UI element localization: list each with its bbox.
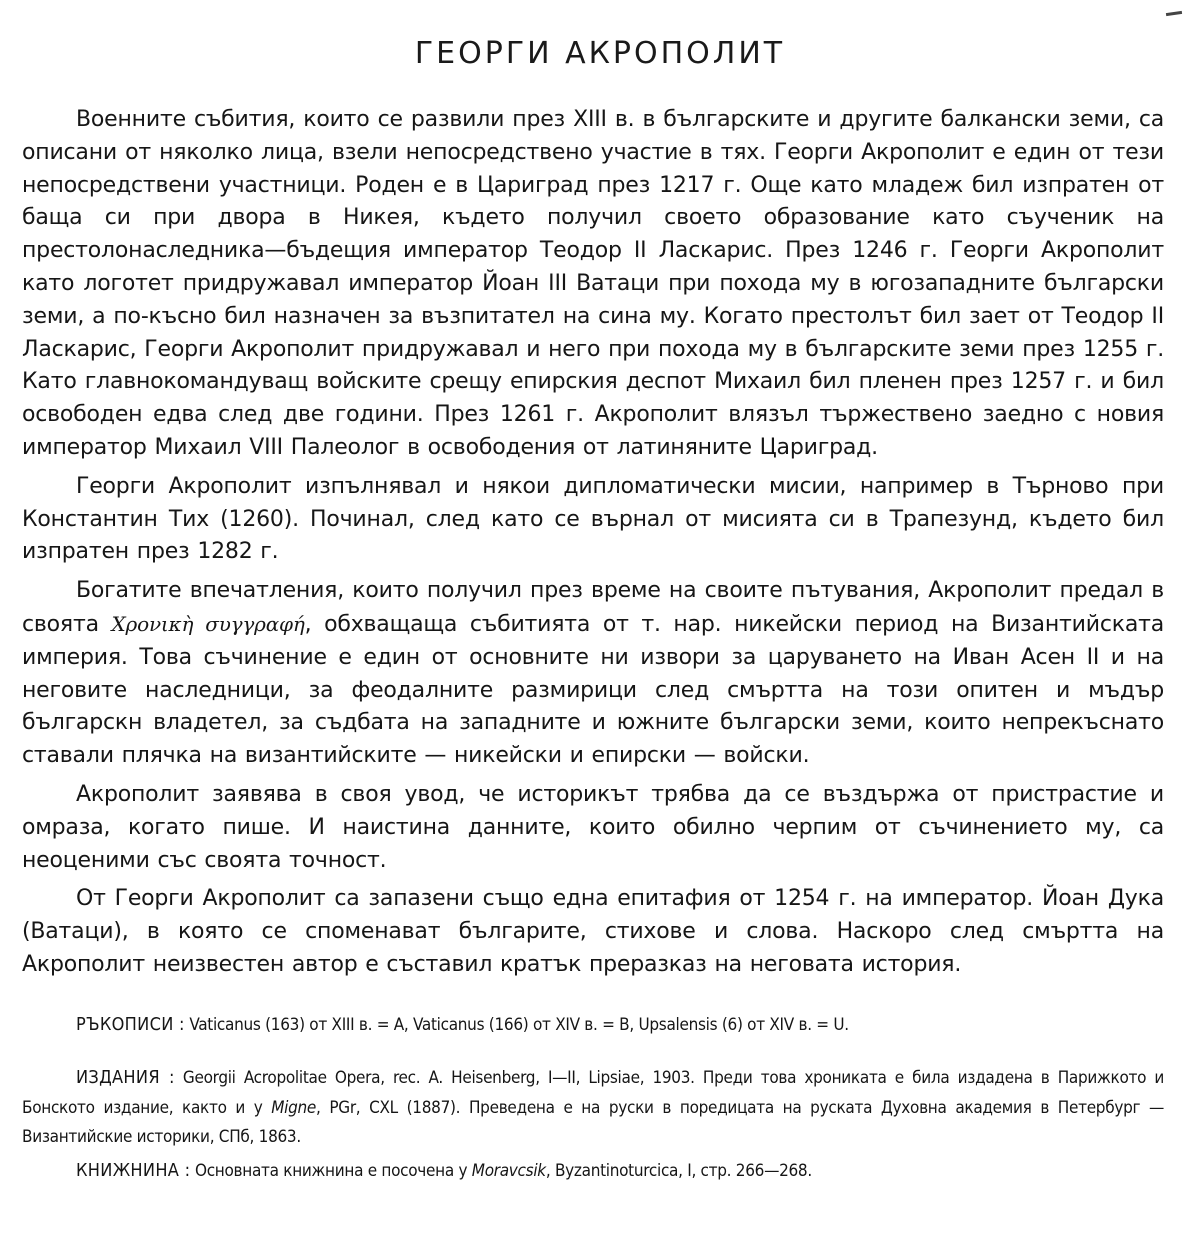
literature-section <box>22 1160 1164 1181</box>
paragraph-other-works: От Георги Акрополит са запазени също една епитафия от 1254 г. на император. Йоан Дука (Ватаци), в която се споменават българите, стихове и слова. Наскоро след смъртта на Акрополит неизвестен автор е съставил кратък преразказ на неговата история. <box>22 886 1164 977</box>
paragraph-chronicle-start: Богатите впечатления, които получил през време на своите пътувания, Акрополит предал в своята <box>22 578 1164 637</box>
manuscripts-section <box>22 1014 1164 1035</box>
editions-author: Migne <box>271 1097 317 1118</box>
literature-author: Moravcsik <box>471 1161 546 1181</box>
paragraph-diplomacy: Георги Акрополит изпълнявал и някои дипломатически мисии, например в Търново при Константин Тих (1260). Починал, след като се върнал от мисията си в Трапезунд, където бил изпратен през 1282 г. <box>22 473 1164 565</box>
paragraph-chronicle <box>22 575 1164 773</box>
editions-text-end: , PGr, CXL (1887). Преведена е на руски в поредицата на руската Духовна академия в Петербург — Византийские историки, СПб, 1863. <box>22 1097 1164 1147</box>
paragraph-accuracy: Акрополит заявява в своя увод, че историкът трябва да се въздържа от пристрастие и омраза, когато пише. И наистина данните, които обилно черпим от съчинението му, са неоценими със своята точност. <box>22 781 1164 873</box>
manuscripts-text: Vaticanus (163) от XIII в. = A, Vaticanus (166) от XIV в. = B, Upsalensis (6) от XIV в. = U. <box>189 1015 849 1035</box>
paragraph-chronicle-rest: , обхващаща събитията от т. нар. никейски период на Византийската империя. Това съчинение е един от основните ни извори за царуването на Иван Асен II и на неговите наследници, за феодалните размирици след смъртта на този опитен и мъдър българскн владетел, за съдбата на западните и южните български земи, които непрекъснато ставали плячка на византийските — никейски и епирски — войски. <box>22 611 1164 769</box>
greek-work-title: Χρονικὴ συγγραφή <box>111 611 305 636</box>
editions-section <box>22 1063 1164 1153</box>
literature-heading: КНИЖНИНА : <box>76 1160 191 1181</box>
corner-scan-mark <box>1166 11 1182 16</box>
body-text <box>22 104 1164 988</box>
literature-text-end: , Byzantinoturcica, I, стр. 266—268. <box>545 1161 812 1181</box>
page-title: ГЕОРГИ АКРОПОЛИТ <box>414 36 786 71</box>
literature-text-start: Основната книжнина е посочена у <box>194 1161 468 1181</box>
paragraph-biography: Военните събития, които се развили през XIII в. в българските и другите балкански земи, са описани от няколко лица, взели непосредствено участие в тях. Георги Акрополит е един от тези непосредствени участници. Роден е в Цариград през 1217 г. Още като младеж бил изпратен от баща си при двора в Никея, където получил своето образование като съученик на престолонаследника—бъдещия император Теодор II Ласкарис. През 1246 г. Георги Акрополит като логотет придружавал император Йоан III Ватаци при похода му в югозападните български земи, а по-късно бил назначен за възпитател на сина му. Когато престолът бил зает от Теодор II Ласкарис, Георги Акрополит придружавал и него при похода му в българските земи през 1255 г. Като главнокомандуващ войските срещу епирския деспот Михаил бил пленен през 1257 г. и бил освободен едва след две години. През 1261 г. Акрополит влязъл тържествено заедно с новия император Михаил VIII Палеолог в освободения от латиняните Цариград. <box>22 107 1164 460</box>
editions-heading: ИЗДАНИЯ : <box>76 1067 175 1088</box>
editions-text-start: Georgii Acropolitae Opera, rec. A. Heisenberg, I—II, Lipsiae, 1903. Преди това хрониката е била издадена в Парижкото и Бонското издание, както и у <box>22 1068 1164 1118</box>
manuscripts-heading: РЪКОПИСИ : <box>76 1014 185 1035</box>
